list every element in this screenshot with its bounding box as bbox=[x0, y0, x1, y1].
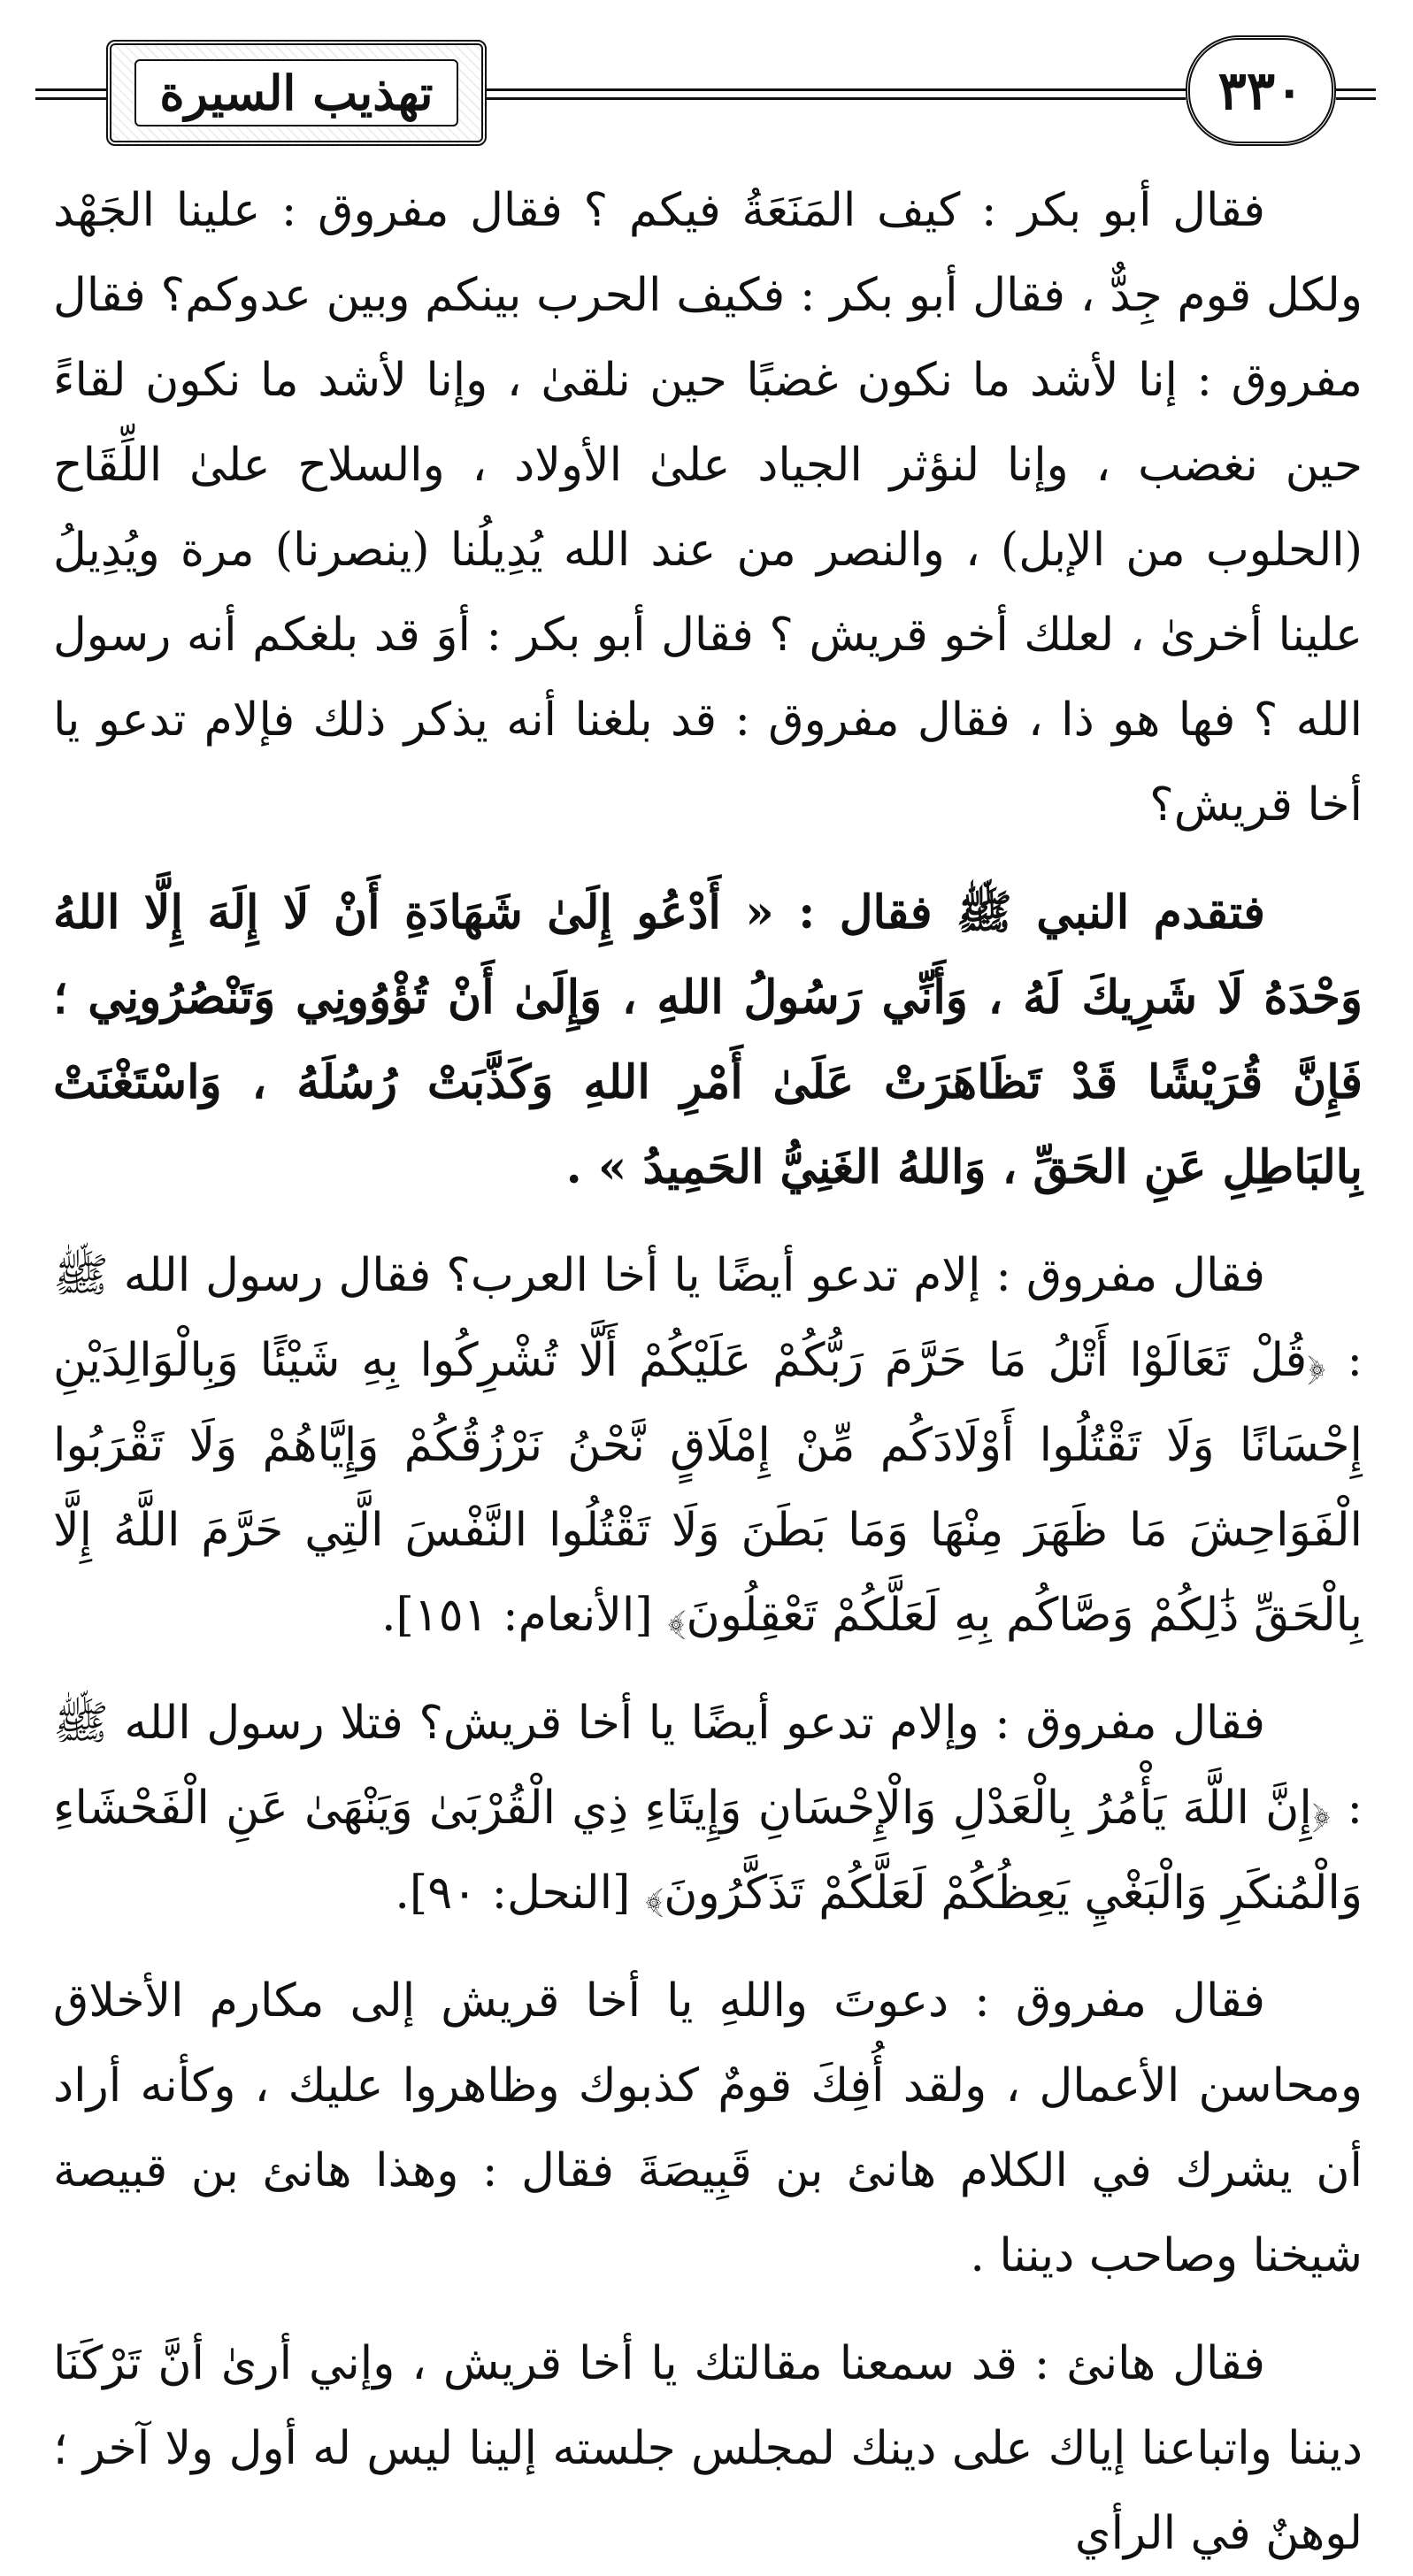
page-body bbox=[53, 168, 1363, 2560]
paragraph-2-hadith: فتقدم النبي ﷺ فقال : « أَدْعُو إِلَىٰ شَهَادَةِ أَنْ لَا إِلَهَ إِلَّا اللهُ وَحْدَهُ لَا شَرِيكَ لَهُ ، وَأَنِّي رَسُولُ اللهِ ، وَإِلَىٰ أَنْ تُؤْوُونِي وَتَنْصُرُونِي ؛ فَإِنَّ قُرَيْشًا قَدْ تَظَاهَرَتْ عَلَىٰ أَمْرِ اللهِ وَكَذَّبَتْ رُسُلَهُ ، وَاسْتَغْنَتْ بِالبَاطِلِ عَنِ الحَقِّ ، وَاللهُ الغَنِيُّ الحَمِيدُ » . bbox=[53, 886, 1363, 1194]
paragraph-3-quran-anam: فقال مفروق : إلام تدعو أيضًا يا أخا العرب؟ فقال رسول الله ﷺ : ﴿قُلْ تَعَالَوْا أَتْلُ مَا حَرَّمَ رَبُّكُمْ عَلَيْكُمْ أَلَّا تُشْرِكُوا بِهِ شَيْئًا وَبِالْوَالِدَيْنِ إِحْسَانًا وَلَا تَقْتُلُوا أَوْلَادَكُم مِّنْ إِمْلَاقٍ نَّحْنُ نَرْزُقُكُمْ وَإِيَّاهُمْ وَلَا تَقْرَبُوا الْفَوَاحِشَ مَا ظَهَرَ مِنْهَا وَمَا بَطَنَ وَلَا تَقْتُلُوا النَّفْسَ الَّتِي حَرَّمَ اللَّهُ إِلَّا بِالْحَقِّ ذَٰلِكُمْ وَصَّاكُم بِهِ لَعَلَّكُمْ تَعْقِلُونَ﴾ [الأنعام: ١٥١]. bbox=[53, 1249, 1363, 1642]
running-title: تهذيب السيرة bbox=[134, 59, 457, 126]
header-rule-left bbox=[35, 88, 106, 91]
header-rule-right bbox=[1336, 88, 1376, 91]
paragraph-1: فقال أبو بكر : كيف المَنَعَةُ فيكم ؟ فقال مفروق : علينا الجَهْد ولكل قوم جِدٌّ ، فقال أبو بكر : فكيف الحرب بينكم وبين عدوكم؟ فقال مفروق : إنا لأشد ما نكون غضبًا حين نلقىٰ ، وإنا لأشد ما نكون لقاءً حين نغضب ، وإنا لنؤثر الجياد علىٰ الأولاد ، والسلاح علىٰ اللِّقَاح (الحلوب من الإبل) ، والنصر من عند الله يُدِيلُنا (ينصرنا) مرة ويُدِيلُ علينا أخرىٰ ، لعلك أخو قريش ؟ فقال أبو بكر : أوَ قد بلغكم أنه رسول الله ؟ فها هو ذا ، فقال مفروق : قد بلغنا أنه يذكر ذلك فإلام تدعو يا أخا قريش؟ bbox=[53, 184, 1363, 832]
header-rule-right-2 bbox=[1336, 97, 1376, 100]
header-rule-left-2 bbox=[35, 97, 106, 100]
paragraph-4-quran-nahl: فقال مفروق : وإلام تدعو أيضًا يا أخا قريش؟ فتلا رسول الله ﷺ : ﴿إِنَّ اللَّهَ يَأْمُرُ بِالْعَدْلِ وَالْإِحْسَانِ وَإِيتَاءِ ذِي الْقُرْبَىٰ وَيَنْهَىٰ عَنِ الْفَحْشَاءِ وَالْمُنكَرِ وَالْبَغْيِ يَعِظُكُمْ لَعَلَّكُمْ تَذَكَّرُونَ﴾ [النحل: ٩٠]. bbox=[53, 1697, 1363, 1920]
header-rule-middle bbox=[487, 88, 1186, 91]
running-title-frame bbox=[106, 40, 487, 146]
page-number: ٣٣٠ bbox=[1186, 35, 1336, 146]
page-header bbox=[0, 0, 1413, 177]
paragraph-5: فقال مفروق : دعوتَ واللهِ يا أخا قريش إلى مكارم الأخلاق ومحاسن الأعمال ، ولقد أُفِكَ قومٌ كذبوك وظاهروا عليك ، وكأنه أراد أن يشرك في الكلام هانئ بن قَبِيصَةَ فقال : وهذا هانئ بن قبيصة شيخنا وصاحب ديننا . bbox=[53, 1974, 1363, 2282]
paragraph-6: فقال هانئ : قد سمعنا مقالتك يا أخا قريش ، وإني أرىٰ أنَّ تَرْكَنَا ديننا واتباعنا إياك على دينك لمجلس جلسته إلينا ليس له أول ولا آخر ؛ لوهنٌ في الرأي bbox=[53, 2337, 1363, 2560]
header-rule-middle-2 bbox=[487, 97, 1186, 100]
